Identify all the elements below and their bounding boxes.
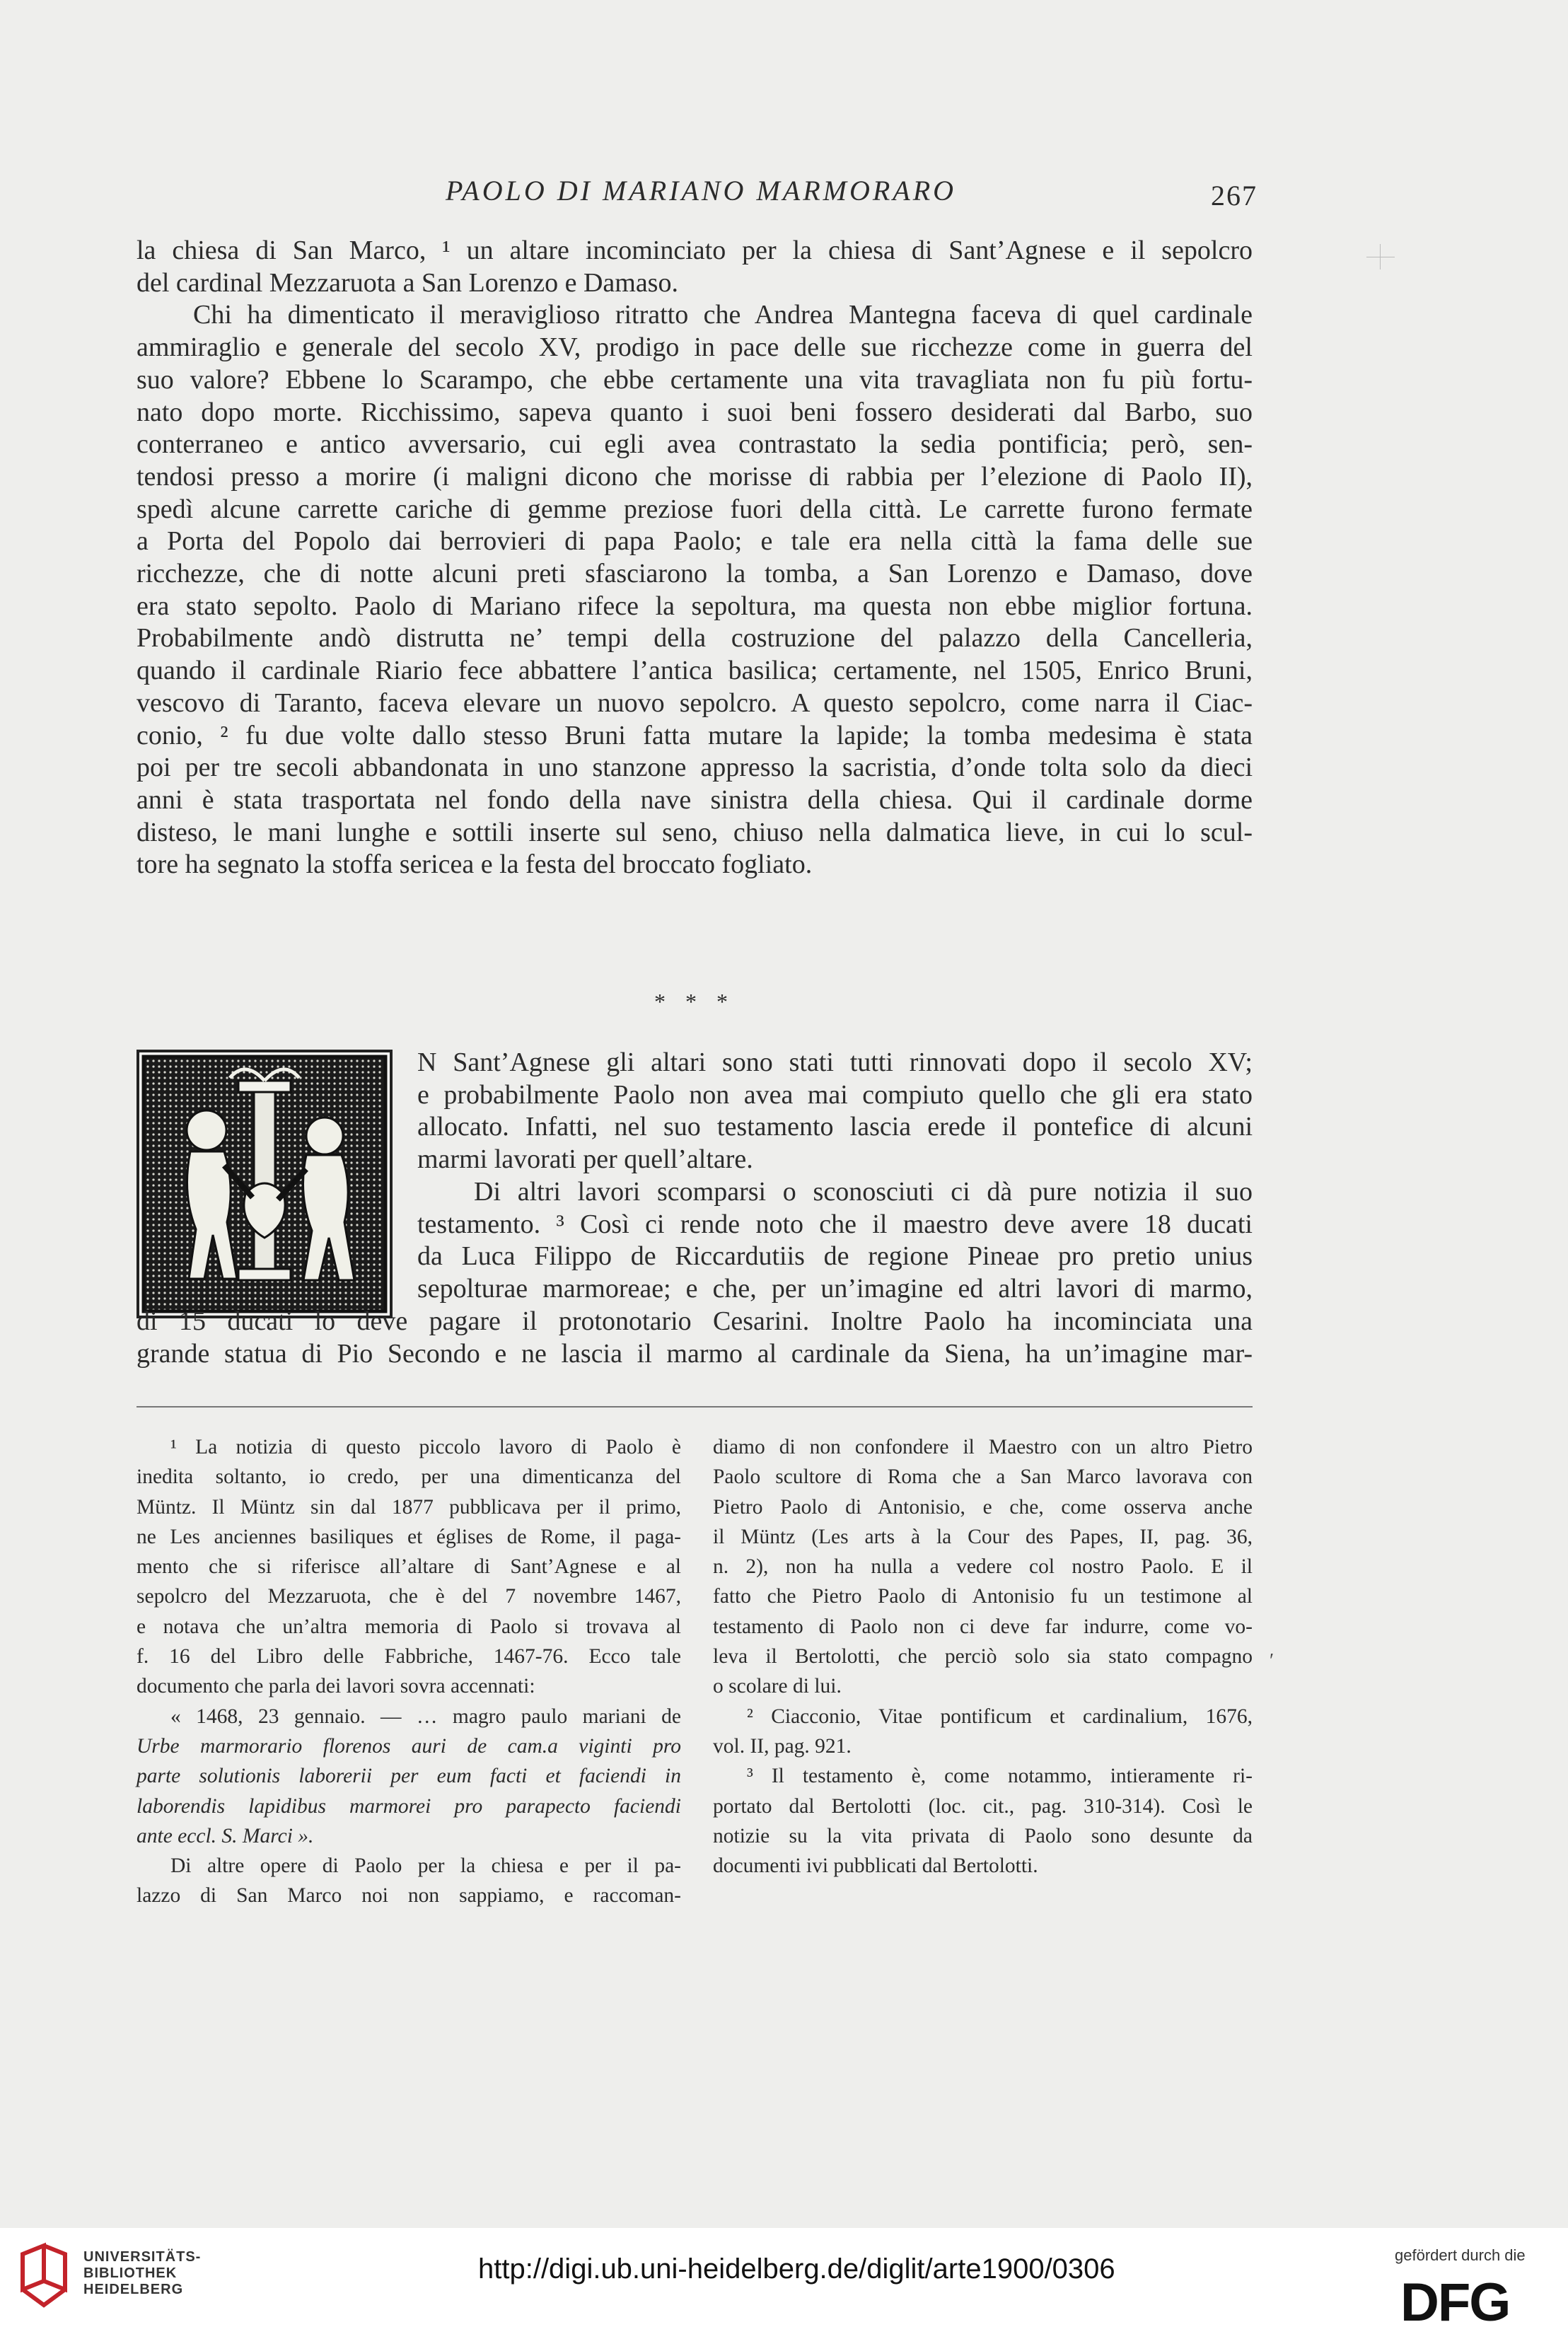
body-line: poi per tre secoli abbandonata in uno stanzone appresso la sacristia, d’onde tolta solo da dieci (137, 753, 1253, 783)
body-line: anni è stata trasportata nel fondo della nave sinistra della chiesa. Qui il cardinale dorme (137, 784, 1253, 815)
digitization-footer (0, 2228, 1568, 2339)
footnote-line: ante eccl. S. Marci ». (137, 1824, 314, 1847)
footnote-line: ³ Il testamento è, come notammo, intieramente ri- (747, 1765, 1253, 1788)
body-line: Probabilmente andò distrutta ne’ tempi della costruzione del palazzo della Cancelleria, (137, 623, 1253, 654)
footnote-line: f. 16 del Libro delle Fabbriche, 1467-76. Ecco tale (137, 1645, 681, 1668)
body-line: di 15 ducati lo deve pagare il protonotario Cesarini. Inoltre Paolo ha incominciata una (137, 1306, 1253, 1336)
body-line: grande statua di Pio Secondo e ne lascia il marmo al cardinale da Siena, ha un’imagine mar- (137, 1338, 1253, 1369)
footnote-line: notizie su la vita privata di Paolo sono desunte da (713, 1824, 1253, 1847)
footnote-line: ² Ciacconio, Vitae pontificum et cardinalium, 1676, (747, 1705, 1253, 1728)
body-text-top (137, 235, 1253, 881)
footnote-line: fatto che Pietro Paolo di Antonisio fu un testimone al (713, 1585, 1253, 1608)
body-line: spedì alcune carrette cariche di gemme preziose fuori della città. Le carrette furono fermate (137, 494, 1253, 524)
putti-ornament-icon (139, 1052, 390, 1316)
library-name: UNIVERSITÄTS- BIBLIOTHEK HEIDELBERG (83, 2249, 202, 2297)
running-head: PAOLO DI MARIANO MARMORARO (446, 175, 957, 207)
footnote-line: Müntz. Il Müntz sin dal 1877 pubblicava per il primo, (137, 1495, 681, 1519)
funded-by-label: gefördert durch die (1395, 2246, 1526, 2264)
body-line: vescovo di Taranto, faceva elevare un nuovo sepolcro. A questo sepolcro, come narra il Ciac- (137, 687, 1253, 718)
body-line: N Sant’Agnese gli altari sono stati tutti rinnovati dopo il secolo XV; (417, 1047, 1253, 1077)
body-line: da Luca Filippo de Riccardutiis de regione Pineae pro pretio unius (417, 1241, 1253, 1272)
footnotes-left-column (137, 1432, 681, 1911)
footnote-line: portato dal Bertolotti (loc. cit., pag. 310-314). Così le (713, 1794, 1253, 1818)
footnote-line: e notava che un’altra memoria di Paolo si trovava al (137, 1615, 681, 1638)
body-line: la chiesa di San Marco, ¹ un altare incominciato per la chiesa di Sant’Agnese e il sepolcro (137, 236, 1253, 265)
body-line: sepolturae marmoreae; e che, per un’imagine ed altri lavori di marmo, (417, 1273, 1253, 1304)
footnote-line: ne Les anciennes basiliques et églises de Rome, il paga- (137, 1525, 681, 1548)
body-line: nato dopo morte. Ricchissimo, sapeva quanto i suoi beni fossero desiderati dal Barbo, suo (137, 397, 1253, 427)
footnote-line: n. 2), non ha nulla a vedere col nostro Paolo. E il (713, 1555, 1253, 1579)
body-line: quando il cardinale Riario fece abbattere l’antica basilica; certamente, nel 1505, Enrico Bruni, (137, 656, 1253, 686)
footnote-line: sepolcro del Mezzaruota, che è del 7 novembre 1467, (137, 1585, 681, 1608)
footnote-rule (137, 1406, 1253, 1408)
footnote-line: il Müntz (Les arts à la Cour des Papes, II, pag. 36, (713, 1525, 1253, 1548)
body-text-bottom (137, 1306, 1253, 1370)
body-line: tore ha segnato la stoffa sericea e la festa del broccato fogliato. (137, 849, 813, 880)
decorated-initial (137, 1050, 393, 1318)
body-line: ricchezze, che di notte alcuni preti sfasciarono la tomba, a San Lorenzo e Damaso, dove (137, 559, 1253, 589)
body-line: e probabilmente Paolo non avea mai compiuto quello che gli era stato (417, 1079, 1253, 1110)
body-line: era stato sepolto. Paolo di Mariano rifece la sepoltura, ma questa non ebbe miglior fortuna. (137, 591, 1253, 621)
footnote-line: lazzo di San Marco noi non sappiamo, e raccoman- (137, 1884, 681, 1908)
page-number: 267 (1211, 180, 1258, 211)
body-line: marmi lavorati per quell’altare. (417, 1144, 753, 1175)
body-line: disteso, le mani lunghe e sottili inserte sul seno, chiuso nella dalmatica lieve, in cui lo scul- (137, 817, 1253, 847)
footnote-line: leva il Bertolotti, che perciò solo sia stato compagno (713, 1645, 1253, 1668)
footnote-line: mento che si riferisce all’altare di Sant’Agnese e al (137, 1555, 681, 1579)
scan-mark: ′ (1270, 1650, 1274, 1672)
body-line: tendosi presso a morire (i maligni dicono che morisse di rabbia per l’elezione di Paolo II), (137, 461, 1253, 492)
footnote-line: diamo di non confondere il Maestro con un altro Pietro (713, 1436, 1253, 1458)
body-line: conterraneo e antico avversario, cui egli avea contrastato la sedia pontificia; però, sen- (137, 429, 1253, 460)
footnote-line: inedita soltanto, io credo, per una dimenticanza del (137, 1465, 681, 1489)
body-line: del cardinal Mezzaruota a San Lorenzo e Damaso. (137, 267, 678, 298)
body-line: Di altri lavori scomparsi o sconosciuti ci dà pure notizia il suo (474, 1176, 1253, 1207)
ub-heidelberg-logo-icon (16, 2240, 74, 2311)
footnote-line: testamento di Paolo non ci deve far indurre, come vo- (713, 1615, 1253, 1638)
body-line: suo valore? Ebbene lo Scarampo, che ebbe certamente una vita travagliata non fu più fortu- (137, 364, 1253, 395)
footnote-line: Di altre opere di Paolo per la chiesa e per il pa- (170, 1855, 681, 1878)
body-line: Chi ha dimenticato il meraviglioso ritratto che Andrea Mantegna faceva di quel cardinale (193, 300, 1253, 330)
footnotes-right-column (713, 1432, 1253, 1881)
dfg-logo: DFG (1400, 2273, 1510, 2333)
footnote-line: vol. II, pag. 921. (713, 1734, 852, 1758)
footnote-line: documento che parla dei lavori sovra accennati: (137, 1675, 535, 1698)
footnote-line: Pietro Paolo di Antonisio, e che, come osserva anche (713, 1495, 1253, 1519)
footnote-line: Urbe marmorario florenos auri de cam.a viginti pro (137, 1734, 681, 1758)
body-line: a Porta del Popolo dai berrovieri di papa Paolo; e tale era nella città la fama delle sue (137, 526, 1253, 557)
registration-mark (1366, 244, 1395, 269)
footnote-line: Paolo scultore di Roma che a San Marco lavorava con (713, 1465, 1253, 1489)
section-asterism: * * * (654, 989, 735, 1014)
permalink[interactable]: http://digi.ub.uni-heidelberg.de/diglit/arte1900/0306 (478, 2253, 1115, 2285)
footnote-line: parte solutionis laborerii per eum facti et faciendi in (137, 1765, 681, 1788)
body-line: ammiraglio e generale del secolo XV, prodigo in pace delle sue ricchezze come in guerra del (137, 332, 1253, 363)
footnote-line: « 1468, 23 gennaio. — … magro paulo mariani de (170, 1705, 681, 1728)
footnote-line: o scolare di lui. (713, 1675, 842, 1698)
body-line: conio, ² fu due volte dallo stesso Bruni fatta mutare la lapide; la tomba medesima è stata (137, 720, 1253, 750)
body-line: allocato. Infatti, nel suo testamento lascia erede il pontefice di alcuni (417, 1112, 1253, 1142)
footnote-line: laborendis lapidibus marmorei pro parapecto faciendi (137, 1794, 681, 1818)
body-text-beside-initial (417, 1047, 1253, 1306)
footnote-line: documenti ivi pubblicati dal Bertolotti. (713, 1855, 1038, 1878)
footnote-line: ¹ La notizia di questo piccolo lavoro di Paolo è (170, 1436, 681, 1458)
body-line: testamento. ³ Così ci rende noto che il maestro deve avere 18 ducati (417, 1209, 1253, 1239)
